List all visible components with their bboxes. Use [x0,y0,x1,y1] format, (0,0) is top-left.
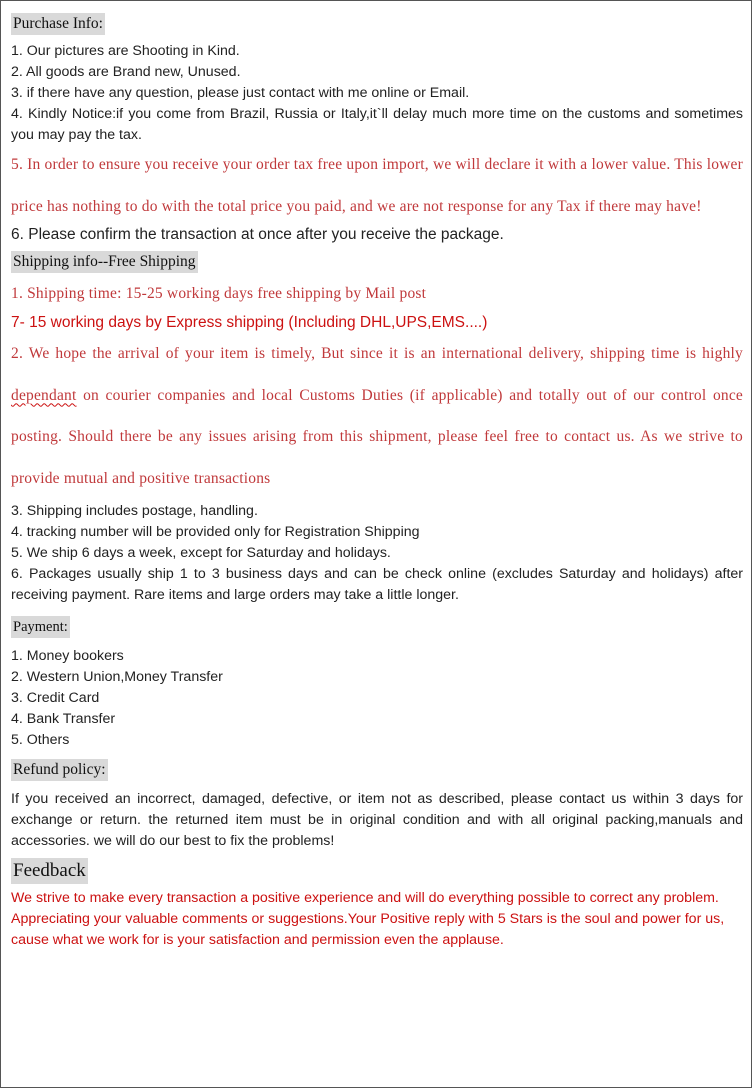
tax-notice: 5. In order to ensure you receive your order tax free upon import, we will declare it with a lower value. This lower price has nothing to do with the total price you paid, and we are not response for any Tax if there may have! [11,156,743,215]
payment-item: 3. Credit Card [11,690,100,706]
refund-text: If you received an incorrect, damaged, defective, or item not as described, please contact us within 3 days for exchange or return. the returned item must be in original condition and with all original packing,manuals and accessories. we will do our best to fix the problems! [11,791,743,849]
shipping-section [11,251,743,606]
refund-section [11,759,743,852]
purchase-list [11,41,743,146]
shipping-item: 4. tracking number will be provided only for Registration Shipping [11,524,420,540]
payment-list [11,646,743,751]
shipping-list [11,501,743,606]
feedback-section [11,858,743,951]
payment-section [11,616,743,751]
refund-heading: Refund policy: [11,759,108,781]
payment-item: 1. Money bookers [11,648,124,664]
feedback-text: We strive to make every transaction a positive experience and will do everything possible to correct any problem. Appreciating your valuable comments or suggestions.Your Positive reply with 5 Stars is the soul and power for us, cause what we work for is your satisfaction and permission even the applause. [11,890,725,948]
misspelled-word: dependant [11,386,77,404]
confirm-notice: 6. Please confirm the transaction at once after you receive the package. [11,226,504,243]
shipping-time: 1. Shipping time: 15-25 working days free shipping by Mail post [11,285,427,302]
payment-item: 5. Others [11,732,70,748]
purchase-item: 1. Our pictures are Shooting in Kind. [11,43,240,59]
express-shipping: 7- 15 working days by Express shipping (Including DHL,UPS,EMS....) [11,314,488,331]
delivery-notice: 2. We hope the arrival of your item is timely, But since it is an international delivery, shipping time is highly dependant on courier companies and local Customs Duties (if applicable) and totally out of our control once posting. Should there be any issues arising from this shipment, please feel free to contact us. As we strive to provide mutual and positive transactions [11,345,743,487]
shipping-heading: Shipping info--Free Shipping [11,251,198,273]
purchase-section [11,13,743,249]
purchase-heading: Purchase Info: [11,13,105,35]
shipping-item: 3. Shipping includes postage, handling. [11,503,258,519]
purchase-item: 2. All goods are Brand new, Unused. [11,64,241,80]
payment-item: 2. Western Union,Money Transfer [11,669,223,685]
purchase-item: 3. if there have any question, please just contact with me online or Email. [11,85,470,101]
payment-item: 4. Bank Transfer [11,711,116,727]
payment-heading: Payment: [11,616,70,638]
feedback-heading: Feedback [11,858,88,884]
purchase-item: 4. Kindly Notice:if you come from Brazil, Russia or Italy,it`ll delay much more time on the customs and sometimes you may pay the tax. [11,106,743,143]
shipping-item: 6. Packages usually ship 1 to 3 business days and can be check online (excludes Saturday and holidays) after receiving payment. Rare items and large orders may take a little longer. [11,566,743,603]
shipping-item: 5. We ship 6 days a week, except for Saturday and holidays. [11,545,391,561]
